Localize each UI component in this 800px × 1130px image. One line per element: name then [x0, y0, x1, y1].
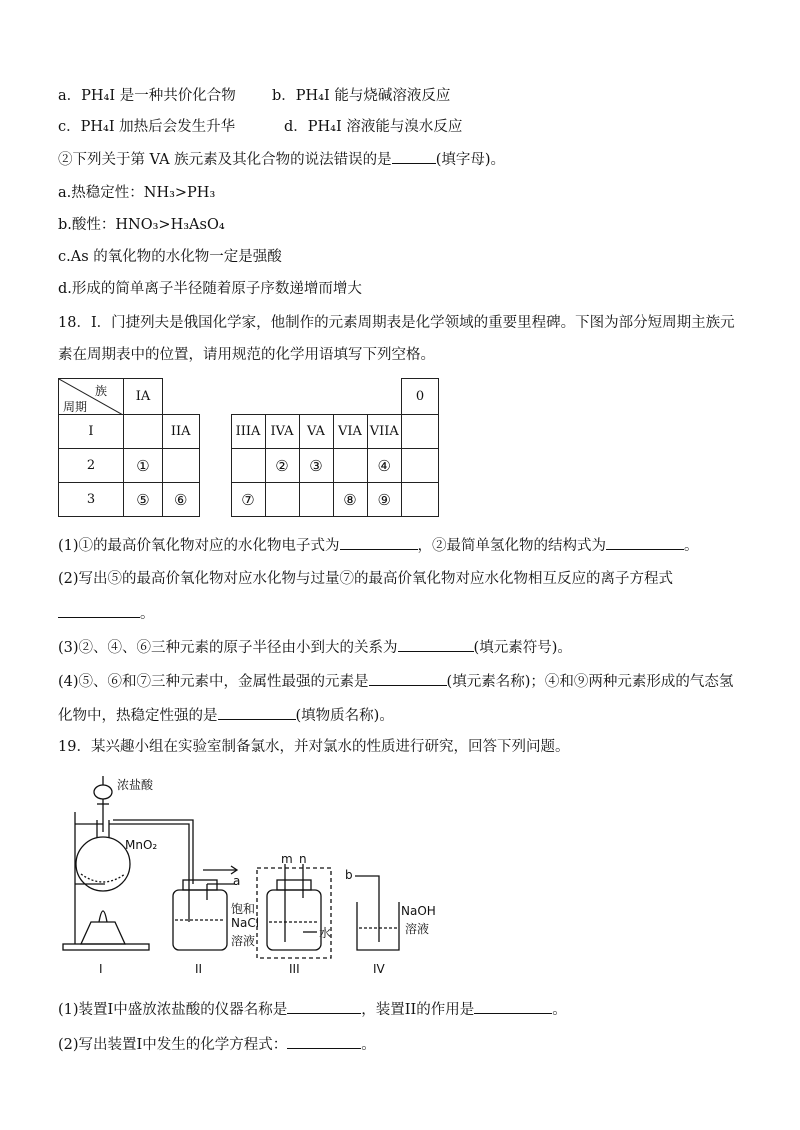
answer-blank[interactable]: [606, 535, 684, 550]
label-nacl: NaCl: [231, 916, 260, 930]
header-VIA: VIA: [333, 415, 367, 449]
header-IIIA: IIIA: [231, 415, 265, 449]
question-18-line1: 18．I．门捷列夫是俄国化学家，他制作的元素周期表是化学领域的重要里程碑。下图为部分短周期主族元: [58, 315, 735, 331]
option-b: b．PH₄I 能与烧碱溶液反应: [272, 88, 451, 104]
question-19-2: [58, 1034, 376, 1055]
choice-a: a.热稳定性：NH₃>PH₃: [58, 185, 216, 201]
stem-text: (3)②、④、⑥三种元素的原子半径由小到大的关系为: [58, 640, 398, 656]
element-6: ⑥: [163, 483, 200, 517]
question-2-stem: [58, 149, 505, 170]
stem-text: (1)①的最高价氧化物对应的水化物电子式为: [58, 538, 340, 554]
label-conc-hcl: 浓盐酸: [117, 778, 154, 792]
answer-blank[interactable]: [218, 705, 296, 720]
label-device-IV: IV: [373, 962, 385, 976]
label-device-II: II: [195, 962, 203, 976]
element-3: ③: [299, 449, 333, 483]
apparatus-diagram: [55, 772, 455, 982]
stem-text: 。: [684, 538, 699, 554]
answer-blank[interactable]: [398, 637, 474, 652]
header-0: 0: [402, 379, 439, 415]
label-water: 水: [319, 926, 332, 940]
label-device-I: I: [99, 962, 103, 976]
choice-c: c.As 的氧化物的水化物一定是强酸: [58, 249, 282, 265]
answer-blank[interactable]: [474, 999, 552, 1014]
question-18-2: (2)写出⑤的最高价氧化物对应水化物与过量⑦的最高价氧化物对应水化物相互反应的离子方程式: [58, 571, 674, 587]
option-d: d．PH₄I 溶液能与溴水反应: [284, 119, 463, 135]
header-IVA: IVA: [265, 415, 299, 449]
label-naoh-solution: 溶液: [405, 922, 430, 936]
periodic-table: [58, 378, 439, 517]
element-8: ⑧: [333, 483, 367, 517]
question-18-3: [58, 637, 572, 658]
answer-blank[interactable]: [340, 535, 418, 550]
option-c: c．PH₄I 加热后会发生升华: [58, 119, 236, 135]
element-9: ⑨: [367, 483, 402, 517]
element-7: ⑦: [231, 483, 265, 517]
stem-text: (1)装置I中盛放浓盐酸的仪器名称是: [58, 1002, 288, 1018]
stem-text: (填元素名称)；④和⑨两种元素形成的气态氢: [446, 674, 734, 690]
answer-blank[interactable]: [369, 671, 447, 686]
corner-group-label: 族: [95, 384, 108, 398]
answer-blank[interactable]: [58, 603, 140, 618]
label-device-III: III: [289, 962, 300, 976]
question-19-stem: 19．某兴趣小组在实验室制备氯水，并对氯水的性质进行研究，回答下列问题。: [58, 739, 570, 755]
stem-text: 。: [140, 606, 155, 622]
label-m: m: [281, 852, 293, 866]
apparatus-drawing: [55, 772, 455, 982]
question-18-line2: 素在周期表中的位置，请用规范的化学用语填写下列空格。: [58, 347, 435, 363]
stem-text: ，装置II的作用是: [361, 1002, 475, 1018]
label-saturated: 饱和: [231, 902, 256, 916]
label-naoh: NaOH: [401, 904, 436, 918]
stem-text: (填物质名称)。: [295, 708, 394, 724]
label-a: a: [233, 874, 241, 888]
header-IA: IA: [124, 379, 163, 415]
option-a: a．PH₄I 是一种共价化合物: [58, 88, 236, 104]
stem-text: ②下列关于第 VA 族元素及其化合物的说法错误的是: [58, 152, 392, 168]
stem-text: 。: [552, 1002, 567, 1018]
answer-blank[interactable]: [392, 149, 436, 164]
label-solution: 溶液: [231, 934, 256, 948]
stem-text: 化物中，热稳定性强的是: [58, 708, 218, 724]
element-4: ④: [367, 449, 402, 483]
stem-text: 。: [361, 1037, 376, 1053]
corner-period-label: 周期: [63, 400, 88, 414]
header-VA: VA: [299, 415, 333, 449]
period-1: I: [59, 415, 124, 449]
question-18-4: [58, 671, 733, 692]
header-IIA: IIA: [163, 415, 200, 449]
stem-text: (4)⑤、⑥和⑦三种元素中，金属性最强的元素是: [58, 674, 369, 690]
element-5: ⑤: [124, 483, 163, 517]
question-19-1: [58, 999, 567, 1020]
period-3: 3: [59, 483, 124, 517]
label-n: n: [299, 852, 307, 866]
element-1: ①: [124, 449, 163, 483]
period-2: 2: [59, 449, 124, 483]
stem-text: (填字母)。: [435, 152, 506, 168]
choice-d: d.形成的简单离子半径随着原子序数递增而增大: [58, 281, 362, 297]
header-VIIA: VIIA: [367, 415, 402, 449]
question-18-1: [58, 535, 699, 556]
label-mno2: MnO₂: [125, 838, 158, 852]
stem-text: ，②最简单氢化物的结构式为: [417, 538, 607, 554]
answer-blank[interactable]: [287, 999, 361, 1014]
stem-text: (2)写出装置I中发生的化学方程式：: [58, 1037, 288, 1053]
choice-b: b.酸性：HNO₃>H₃AsO₄: [58, 217, 225, 233]
table-corner: [59, 379, 124, 415]
answer-blank[interactable]: [287, 1034, 361, 1049]
element-2: ②: [265, 449, 299, 483]
stem-text: (填元素符号)。: [473, 640, 572, 656]
question-18-4-line2: [58, 705, 394, 726]
question-18-2-answer: [58, 603, 155, 624]
label-b: b: [345, 868, 353, 882]
